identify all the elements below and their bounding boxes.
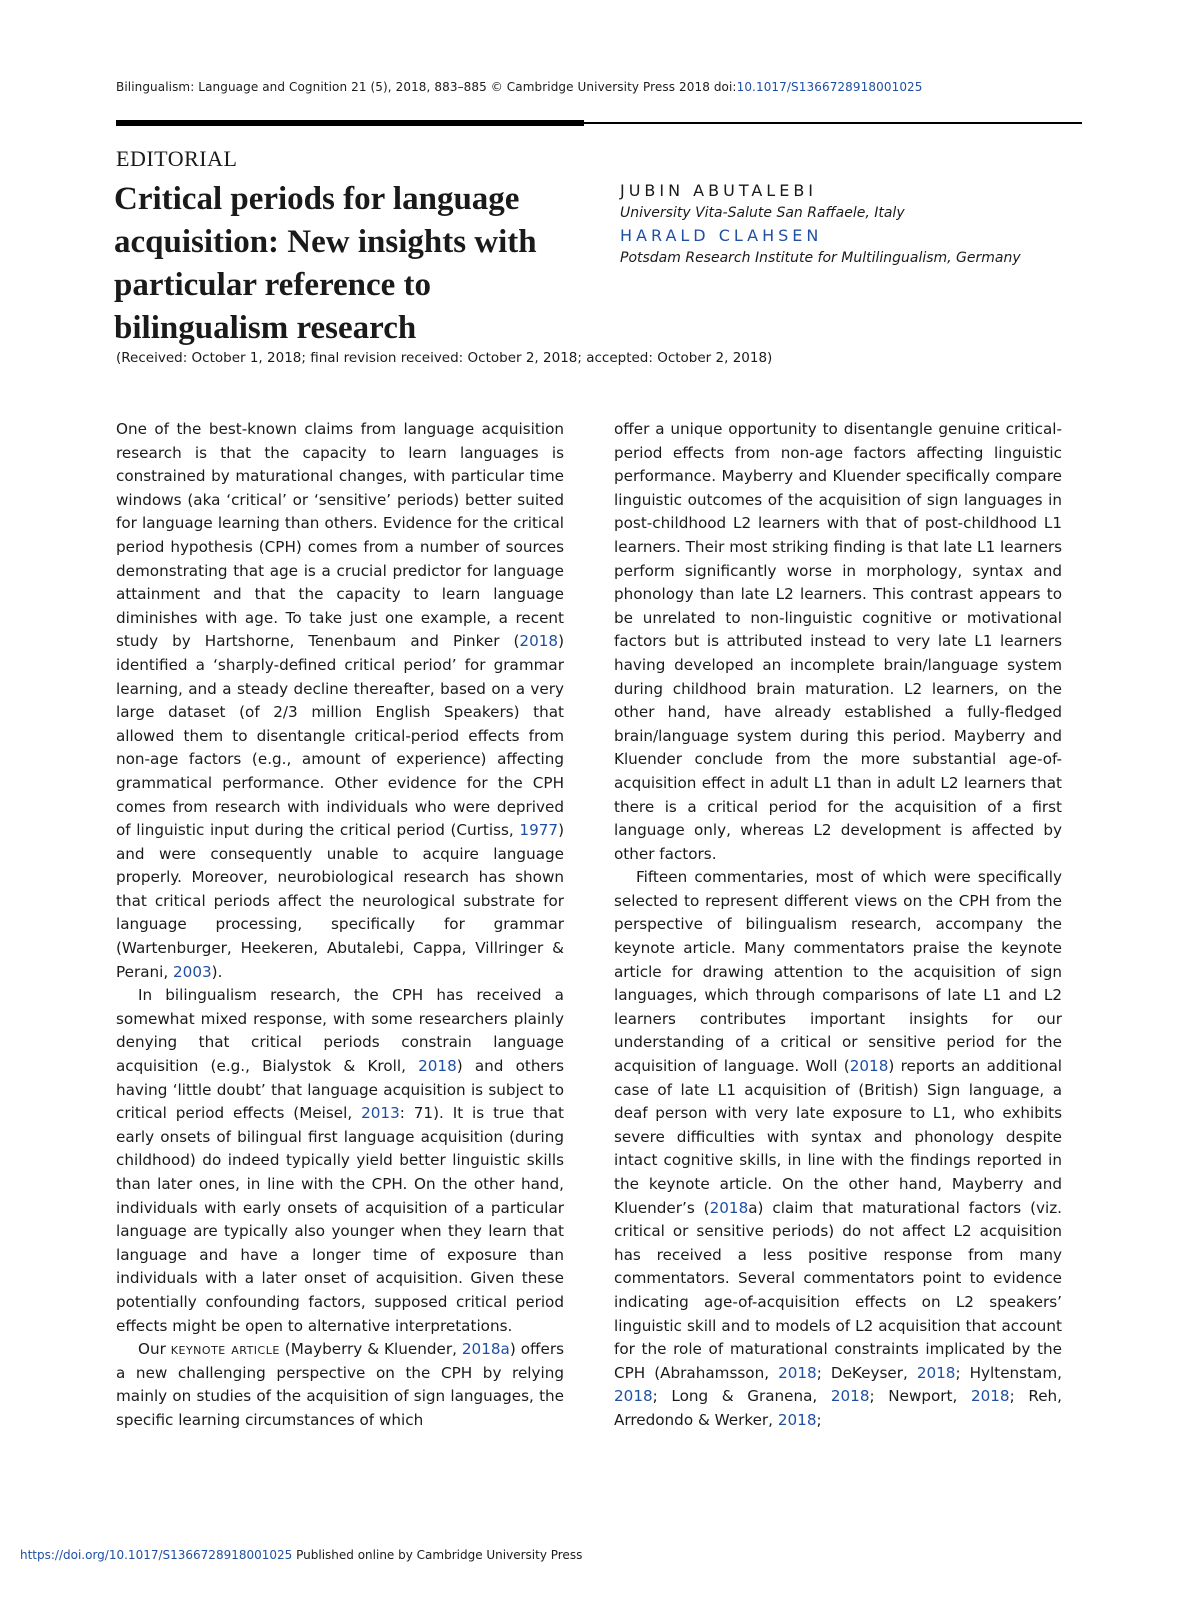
- citation-link[interactable]: 2018: [418, 1057, 457, 1076]
- body-paragraph: [116, 984, 564, 1338]
- page-footer: [20, 1548, 582, 1562]
- citation-link[interactable]: 2018a: [461, 1340, 510, 1359]
- body-text: ) identified a ‘sharply-defined critical period’ for grammar learning, and a steady decline thereafter, based on a very large dataset (of 2/3 million English Speakers) that allowed them to disentangle critical-period effects from non-age factors (e.g., amount of experience) affecting grammatical performance. Other evidence for the CPH comes from research with individuals who were deprived of linguistic input during the critical period (Curtiss,: [116, 632, 564, 840]
- footer-doi-link[interactable]: https://doi.org/10.1017/S1366728918001025: [20, 1548, 293, 1562]
- body-column-right: [614, 418, 1062, 1433]
- body-paragraph: [116, 418, 564, 984]
- author-affiliation: University Vita-Salute San Raffaele, Italy: [620, 205, 905, 221]
- citation-link[interactable]: 2018: [777, 1410, 817, 1429]
- body-text: One of the best-known claims from language acquisition research is that the capacity to learn languages is constrained by maturational changes, with particular time windows (aka ‘critical’ or ‘sensitive’ periods) better suited for language learning than others. Evidence for the critical period hypothesis (CPH) comes from a number of sources demonstrating that age is a crucial predictor for language attainment and that the capacity to learn language diminishes with age. To take just one example, a recent study by Hartshorne, Tenenbaum and Pinker (: [116, 420, 564, 651]
- body-paragraph: offer a unique opportunity to disentangle genuine critical-period effects from non-age factors affecting linguistic performance. Mayberry and Kluender specifically compare linguistic outcomes of the acquisition of sign languages in post-childhood L2 learners with that of post-childhood L1 learners. Their most striking finding is that late L1 learners perform significantly worse in morphology, syntax and phonology than late L2 learners. This contrast appears to be unrelated to non-linguistic cognitive or motivational factors but is attributed instead to very late L1 learners having developed an incomplete brain/language system during childhood brain maturation. L2 learners, on the other hand, have already established a fully-fledged brain/language system during this period. Mayberry and Kluender conclude from the more substantial age-of-acquisition effect in adult L1 than in adult L2 learners that there is a critical period for the acquisition of a first language only, whereas L2 development is affected by other factors.: [614, 420, 1062, 863]
- body-text: Fifteen commentaries, most of which were specifically selected to represent different views on the CPH from the perspective of bilingualism research, accompany the keynote article. Many commentators praise the keynote article for drawing attention to the acquisition of sign languages, which through comparisons of late L1 and L2 learners contributes important insights for our understanding of a critical or sensitive period for the acquisition of language. Woll (: [614, 868, 1062, 1076]
- body-text: a) claim that maturational factors (viz. critical or sensitive periods) do not affect L2 acquisition has received a less positive response from many commentators. Several commentators point to evidence indicating age-of-acquisition effects on L2 speakers’ linguistic skill and to models of L2 acquisition that account for the role of maturational constraints implicated by the CPH (Abrahamsson,: [614, 1198, 1062, 1382]
- citation-link[interactable]: 2018: [709, 1198, 749, 1217]
- body-text: ; Reh, Arredondo & Werker,: [614, 1387, 1062, 1429]
- body-text: ) reports an additional case of late L1 acquisition of (British) Sign language, a deaf person with very late exposure to L1, who exhibits severe difficulties with syntax and phonology despite intact cognitive skills, in line with the findings reported in the keynote article. On the other hand, Mayberry and Kluender’s (: [614, 1057, 1062, 1217]
- body-column-left: [116, 418, 564, 1433]
- author-name: JUBIN ABUTALEBI: [620, 181, 818, 200]
- citation-link[interactable]: 2018: [614, 1387, 653, 1406]
- body-text: ) and others having ‘little doubt’ that language acquisition is subject to critical period effects (Meisel,: [116, 1057, 564, 1123]
- author-block: [620, 180, 1080, 270]
- body-text: ) offers a new challenging perspective on the CPH by relying mainly on studies of the acquisition of sign languages, the specific learning circumstances of which: [116, 1340, 564, 1429]
- citation-link[interactable]: 2003: [173, 962, 212, 981]
- keynote-label: keynote article: [170, 1340, 280, 1359]
- body-paragraph: [614, 866, 1062, 1432]
- citation-link[interactable]: 2018: [916, 1363, 956, 1382]
- footer-publisher: Published online by Cambridge University Press: [292, 1548, 583, 1562]
- journal-citation: Bilingualism: Language and Cognition 21 (5), 2018, 883–885 © Cambridge University Press 2018 doi:: [116, 80, 737, 94]
- body-text: ;: [816, 1410, 822, 1429]
- citation-link[interactable]: 2018: [778, 1363, 817, 1382]
- body-text: ; Long & Granena,: [652, 1387, 831, 1406]
- citation-link[interactable]: 2018: [970, 1387, 1010, 1406]
- body-text: : 71). It is true that early onsets of bilingual first language acquisition (during childhood) do indeed typically yield better linguistic skills than later ones, in line with the CPH. On the other hand, individuals with early onsets of acquisition of a particular language are typically also younger when they learn that language and have a longer time of exposure than individuals with a later onset of acquisition. Given these potentially confounding factors, supposed critical period effects might be open to alternative interpretations.: [116, 1104, 564, 1335]
- citation-link[interactable]: 2018: [849, 1057, 889, 1076]
- doi-link[interactable]: 10.1017/S1366728918001025: [736, 80, 923, 94]
- running-head: [116, 80, 1076, 94]
- body-text: ).: [211, 962, 223, 981]
- body-text: Our: [138, 1340, 171, 1359]
- section-label: EDITORIAL: [116, 146, 238, 171]
- citation-link[interactable]: 1977: [519, 821, 559, 840]
- article-title: Critical periods for language acquisition: New insights with particular reference to bilingualism research: [114, 181, 537, 346]
- citation-link[interactable]: 2018: [519, 632, 559, 651]
- body-text: ; Newport,: [869, 1387, 971, 1406]
- body-text: In bilingualism research, the CPH has received a somewhat mixed response, with some researchers plainly denying that critical periods constrain language acquisition (e.g., Bialystok & Kroll,: [116, 986, 564, 1076]
- body-text: ; DeKeyser,: [816, 1363, 917, 1382]
- author-name: HARALD CLAHSEN: [620, 226, 823, 245]
- body-text: ) and were consequently unable to acquire language properly. Moreover, neurobiological research has shown that critical periods affect the neurological substrate for language processing, specifically for grammar (Wartenburger, Heekeren, Abutalebi, Cappa, Villringer & Perani,: [116, 821, 564, 981]
- author-affiliation: Potsdam Research Institute for Multilingualism, Germany: [620, 250, 1021, 266]
- header-rule-thick: [116, 120, 584, 126]
- body-text: ; Hyltenstam,: [955, 1363, 1062, 1382]
- citation-link[interactable]: 2013: [361, 1104, 400, 1123]
- citation-link[interactable]: 2018: [830, 1387, 870, 1406]
- received-dates: (Received: October 1, 2018; final revision received: October 2, 2018; accepted: October 2, 2018): [116, 350, 773, 366]
- body-paragraph: [116, 1338, 564, 1432]
- body-text: (Mayberry & Kluender,: [279, 1340, 462, 1359]
